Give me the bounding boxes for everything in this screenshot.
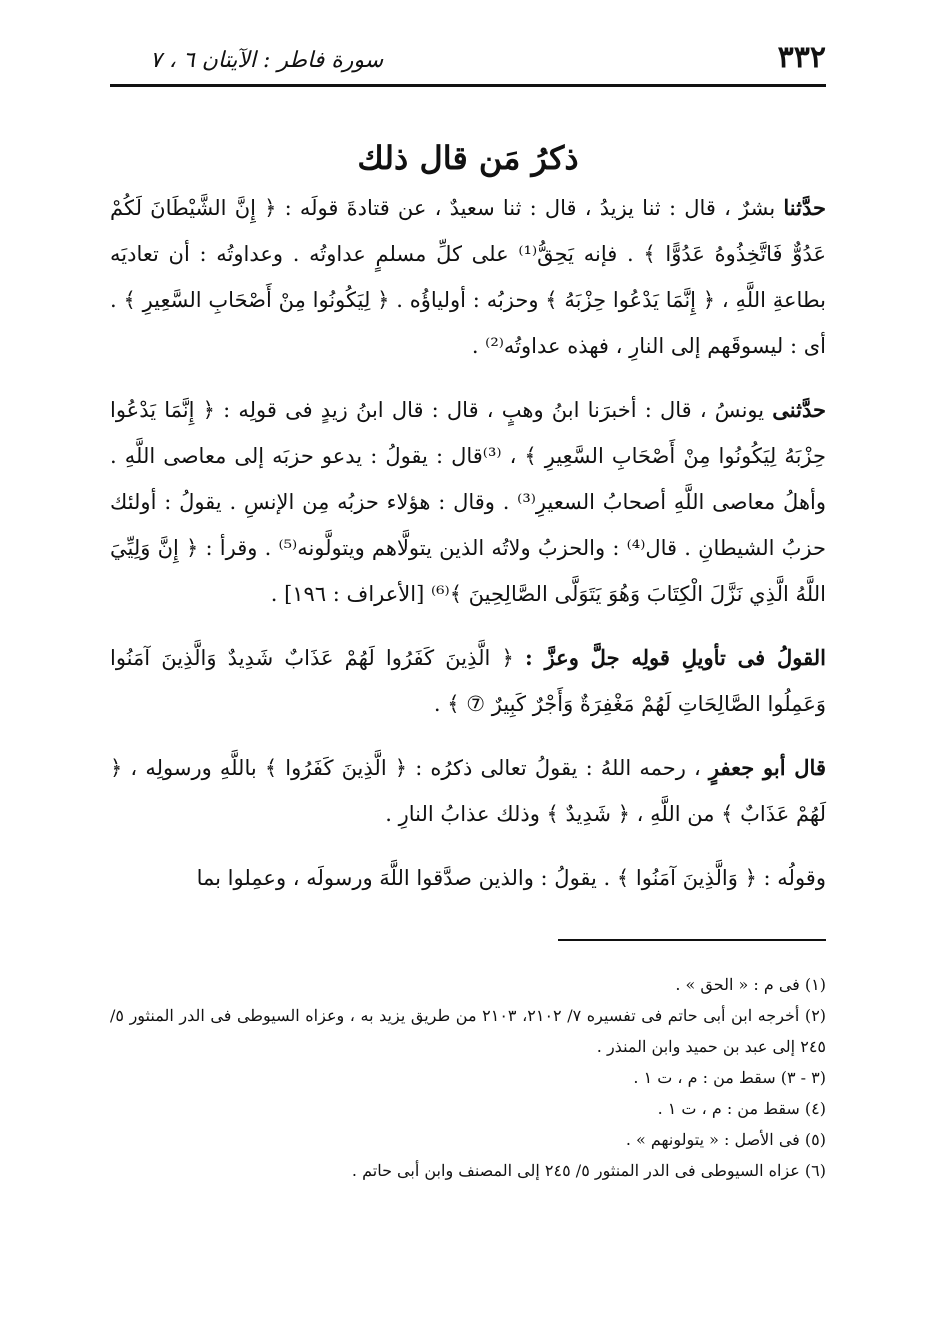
paragraph-lead: حدَّثنا — [783, 195, 826, 220]
footnote-5: (٥) فى الأصل : « يتولونهم » . — [625, 1130, 826, 1149]
running-head-title: سورة فاطر : الآيتان ٦ ، ٧ — [150, 48, 384, 73]
footnote-1: (١) فى م : « الحق » . — [675, 975, 826, 994]
paragraph-text: ، رحمه اللهُ : يقولُ تعالى ذكرُه : ﴿ الَّذِينَ كَفَرُوا ﴾ باللَّهِ ورسولِه ، ﴿ لَهُمْ عَذَابٌ ﴾ من اللَّهِ ، ﴿ شَدِيدٌ ﴾ وذلك عذابُ النارِ . — [110, 756, 826, 826]
running-head — [110, 40, 826, 87]
paragraph-qawluh — [110, 855, 826, 901]
paragraph-text: يونسُ ، قال : أخبرَنا ابنُ وهبٍ ، قال : قال ابنُ زيدٍ فى قولِه : ﴿ إِنَّمَا يَدْعُوا حِزْبَهُ لِيَكُونُوا مِنْ أَصْحَابِ السَّعِيرِ ﴾ ، ⁽³⁾قال : يقولُ : يدعو حزبَه إلى معاصى اللَّهِ . وأهلُ معاصى اللَّهِ أصحابُ السعيرِ⁽³⁾ . وقال : هؤلاء حزبُه مِن الإنسِ . يقولُ : أولئك حزبُ الشيطانِ . قال⁽⁴⁾ : والحزبُ ولاتُه الذين يتولَّاهم ويتولَّونه⁽⁵⁾ . وقرأ : ﴿ إِنَّ وَلِيِّيَ اللَّهُ الَّذِي نَزَّلَ الْكِتَابَ وَهُوَ يَتَوَلَّى الصَّالِحِينَ ﴾⁽⁶⁾ [الأعراف : ١٩٦] . — [110, 398, 827, 606]
paragraph-tawil-heading — [110, 635, 826, 727]
paragraph-text: ﴿ الَّذِينَ كَفَرُوا لَهُمْ عَذَابٌ شَدِيدٌ وَالَّذِينَ آمَنُوا وَعَمِلُوا الصَّالِحَاتِ لَهُمْ مَغْفِرَةٌ وَأَجْرٌ كَبِيرٌ ⑦ ﴾ . — [110, 646, 826, 716]
paragraph-lead: القولُ فى تأويلِ قولِه جلَّ وعزَّ : — [525, 645, 826, 670]
section-heading: ذكرُ مَن قال ذلك — [357, 139, 579, 177]
paragraph-lead: قال أبو جعفرٍ — [708, 755, 826, 780]
paragraph-text: وقولُه : ﴿ وَالَّذِينَ آمَنُوا ﴾ . يقولُ : والذين صدَّقوا اللَّهَ ورسولَه ، وعمِلوا بما — [196, 866, 826, 890]
footnote-6: (٦) عزاه السيوطى فى الدر المنثور ٥/ ٢٤٥ إلى المصنف وابن أبى حاتم . — [351, 1161, 826, 1180]
paragraph-lead: حدَّثنى — [772, 397, 826, 422]
footnote-2: (٢) أخرجه ابن أبى حاتم فى تفسيره ٧/ ٢١٠٢، ٢١٠٣ من طريق يزيد به ، وعزاه السيوطى فى الدر المنثور ٥/ ٢٤٥ إلى عبد بن حميد وابن المنذر . — [110, 1006, 827, 1056]
paragraph-text: بشرٌ ، قال : ثنا يزيدُ ، قال : ثنا سعيدٌ ، عن قتادةَ قولَه : ﴿ إِنَّ الشَّيْطَانَ لَكُمْ عَدُوٌّ فَاتَّخِذُوهُ عَدُوًّا ﴾ . فإنه يَحِقُّ⁽¹⁾ على كلِّ مسلمٍ عداوتُه . وعداوتُه : أن تعاديَه بطاعةِ اللَّهِ ، ﴿ إِنَّمَا يَدْعُوا حِزْبَهُ ﴾ وحزبُه : أولياؤُه . ﴿ لِيَكُونُوا مِنْ أَصْحَابِ السَّعِيرِ ﴾ . أى : ليسوقَهم إلى النارِ ، فهذه عداوتُه⁽²⁾ . — [110, 196, 826, 358]
paragraph-yunus — [110, 387, 826, 617]
paragraph-abu-jafar — [110, 745, 826, 837]
footnote-3: (٣ - ٣) سقط من : م ، ت ١ . — [633, 1068, 826, 1087]
book-page — [110, 40, 826, 1202]
footnote-separator — [558, 939, 826, 941]
paragraph-bishr — [110, 185, 826, 369]
footnotes-list — [110, 969, 826, 1186]
footnote-4: (٤) سقط من : م ، ت ١ . — [657, 1099, 826, 1118]
page-number: ٣٣٢ — [777, 40, 826, 75]
